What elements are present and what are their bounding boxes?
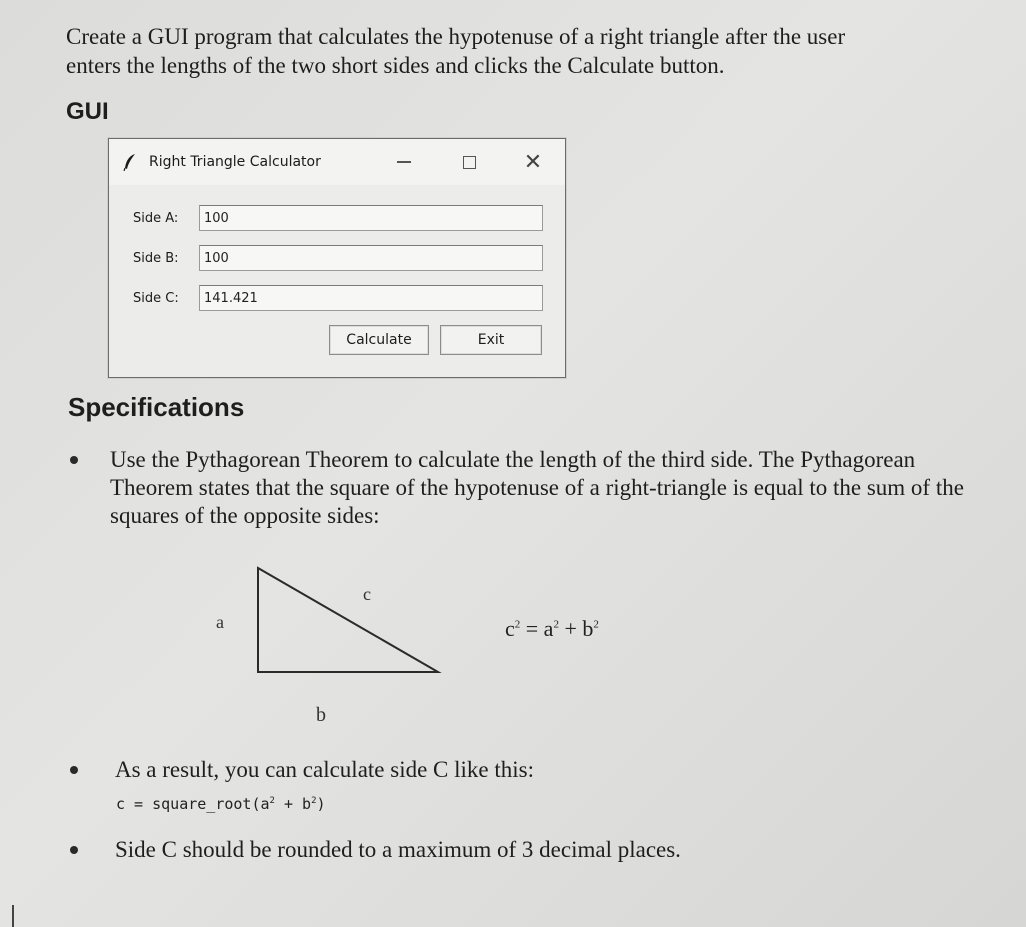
window-titlebar[interactable] xyxy=(109,139,565,185)
eq-equals-a: = a xyxy=(520,616,554,641)
feather-icon xyxy=(123,153,137,171)
triangle-shape xyxy=(258,568,438,672)
side-a-input[interactable] xyxy=(199,205,543,231)
intro-line-2: enters the lengths of the two short sides and clicks the Calculate button. xyxy=(66,53,725,78)
right-triangle-diagram xyxy=(250,560,450,680)
maximize-button[interactable] xyxy=(454,149,484,175)
pythagorean-equation xyxy=(505,616,599,642)
code-exp-a: 2 xyxy=(269,796,275,806)
eq-plus-b: + b xyxy=(558,616,594,641)
bullet-dot-3 xyxy=(70,846,78,854)
bullet-dot-1 xyxy=(70,456,78,464)
eq-exp-a: 2 xyxy=(553,618,559,631)
gui-heading: GUI xyxy=(66,98,109,125)
close-button[interactable] xyxy=(518,149,548,175)
eq-exp-c: 2 xyxy=(514,618,521,631)
side-a-label: Side A: xyxy=(133,211,179,226)
rounding-paragraph: Side C should be rounded to a maximum of 3 decimal places. xyxy=(115,837,681,862)
code-part-3: ) xyxy=(316,795,326,813)
code-part-2: + b xyxy=(274,795,312,813)
exit-button[interactable]: Exit xyxy=(440,325,542,355)
side-b-label: Side B: xyxy=(133,251,179,266)
intro-text xyxy=(66,22,966,80)
result-paragraph: As a result, you can calculate side C like this: xyxy=(115,757,534,782)
specifications-heading: Specifications xyxy=(68,392,245,422)
side-c-output[interactable] xyxy=(199,285,543,311)
eq-c: c xyxy=(505,616,515,641)
calculate-button[interactable]: Calculate xyxy=(329,325,429,355)
code-part-1: c = square_root(a xyxy=(116,795,270,813)
side-b-input[interactable] xyxy=(199,245,543,271)
triangle-label-c: c xyxy=(363,584,371,604)
minimize-button[interactable] xyxy=(389,149,419,175)
calculator-window xyxy=(108,138,566,378)
close-icon: ✕ xyxy=(523,149,543,175)
triangle-label-a: a xyxy=(216,612,224,632)
bullet-dot-2 xyxy=(70,766,78,774)
minimize-icon xyxy=(397,161,411,163)
code-exp-b: 2 xyxy=(311,796,317,806)
intro-line-1: Create a GUI program that calculates the hypotenuse of a right triangle after the user xyxy=(66,24,846,49)
eq-exp-b: 2 xyxy=(593,618,599,631)
text-cursor xyxy=(12,905,14,927)
code-formula xyxy=(116,795,326,813)
side-c-label: Side C: xyxy=(133,291,179,306)
window-title: Right Triangle Calculator xyxy=(149,154,321,170)
maximize-icon xyxy=(463,156,476,169)
spec-paragraph: Use the Pythagorean Theorem to calculate the length of the third side. The Pythagorean Theorem states that the square of the hypotenuse of a right-triangle is equal to the sum of the squares of the opposite sides: xyxy=(110,447,964,528)
triangle-label-b: b xyxy=(316,704,326,726)
